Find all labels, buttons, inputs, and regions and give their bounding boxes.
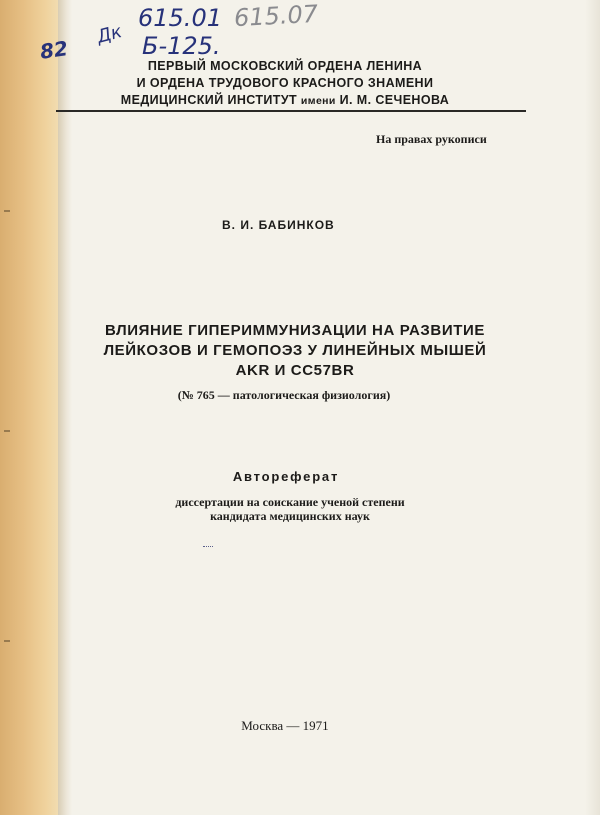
title-line-3: AKR И CC57BR: [235, 362, 355, 379]
header-rule: [56, 110, 526, 112]
pencil-mark: 615.07: [233, 0, 319, 33]
title-line-2: ЛЕЙКОЗОВ И ГЕМОПОЭЗ У ЛИНЕЙНЫХ МЫШЕЙ: [103, 342, 487, 359]
degree-line-2: кандидата медицинских наук: [210, 509, 370, 523]
institution-name: МЕДИЦИНСКИЙ ИНСТИТУТ: [120, 93, 298, 107]
institution-honoree: И. М. СЕЧЕНОВА: [339, 93, 450, 107]
place-year: Москва — 1971: [241, 718, 329, 733]
title-line-1: ВЛИЯНИЕ ГИПЕРИММУНИЗАЦИИ НА РАЗВИТИЕ: [105, 322, 485, 339]
rights-notice: На правах рукописи: [376, 132, 487, 146]
institution-line-1: ПЕРВЫЙ МОСКОВСКИЙ ОРДЕНА ЛЕНИНА: [147, 59, 423, 73]
spine-mark: [4, 210, 10, 212]
degree-line-1: диссертации на соискание ученой степени: [175, 495, 405, 509]
binding-spine: [0, 0, 58, 815]
institution-named-after: имени: [300, 95, 336, 107]
spine-mark: [4, 640, 10, 642]
page-edge-shadow: [585, 0, 600, 815]
handwritten-shelf-mark: 615.01: [138, 4, 222, 32]
institution-line-2: И ОРДЕНА ТРУДОВОГО КРАСНОГО ЗНАМЕНИ: [136, 76, 434, 90]
institution-line-3: [105, 93, 465, 107]
ink-speck: [203, 546, 213, 550]
document-type: Автореферат: [232, 469, 340, 484]
spine-edge: [58, 0, 72, 815]
spine-mark: [4, 430, 10, 432]
handwritten-corner-mark: 82: [38, 36, 70, 64]
handwritten-shelf-mark-2: Б-125.: [142, 32, 221, 60]
handwritten-prefix: Дк: [94, 21, 125, 48]
author-name: В. И. БАБИНКОВ: [222, 218, 335, 232]
specialty-code: (№ 765 — патологическая физиология): [177, 388, 391, 402]
